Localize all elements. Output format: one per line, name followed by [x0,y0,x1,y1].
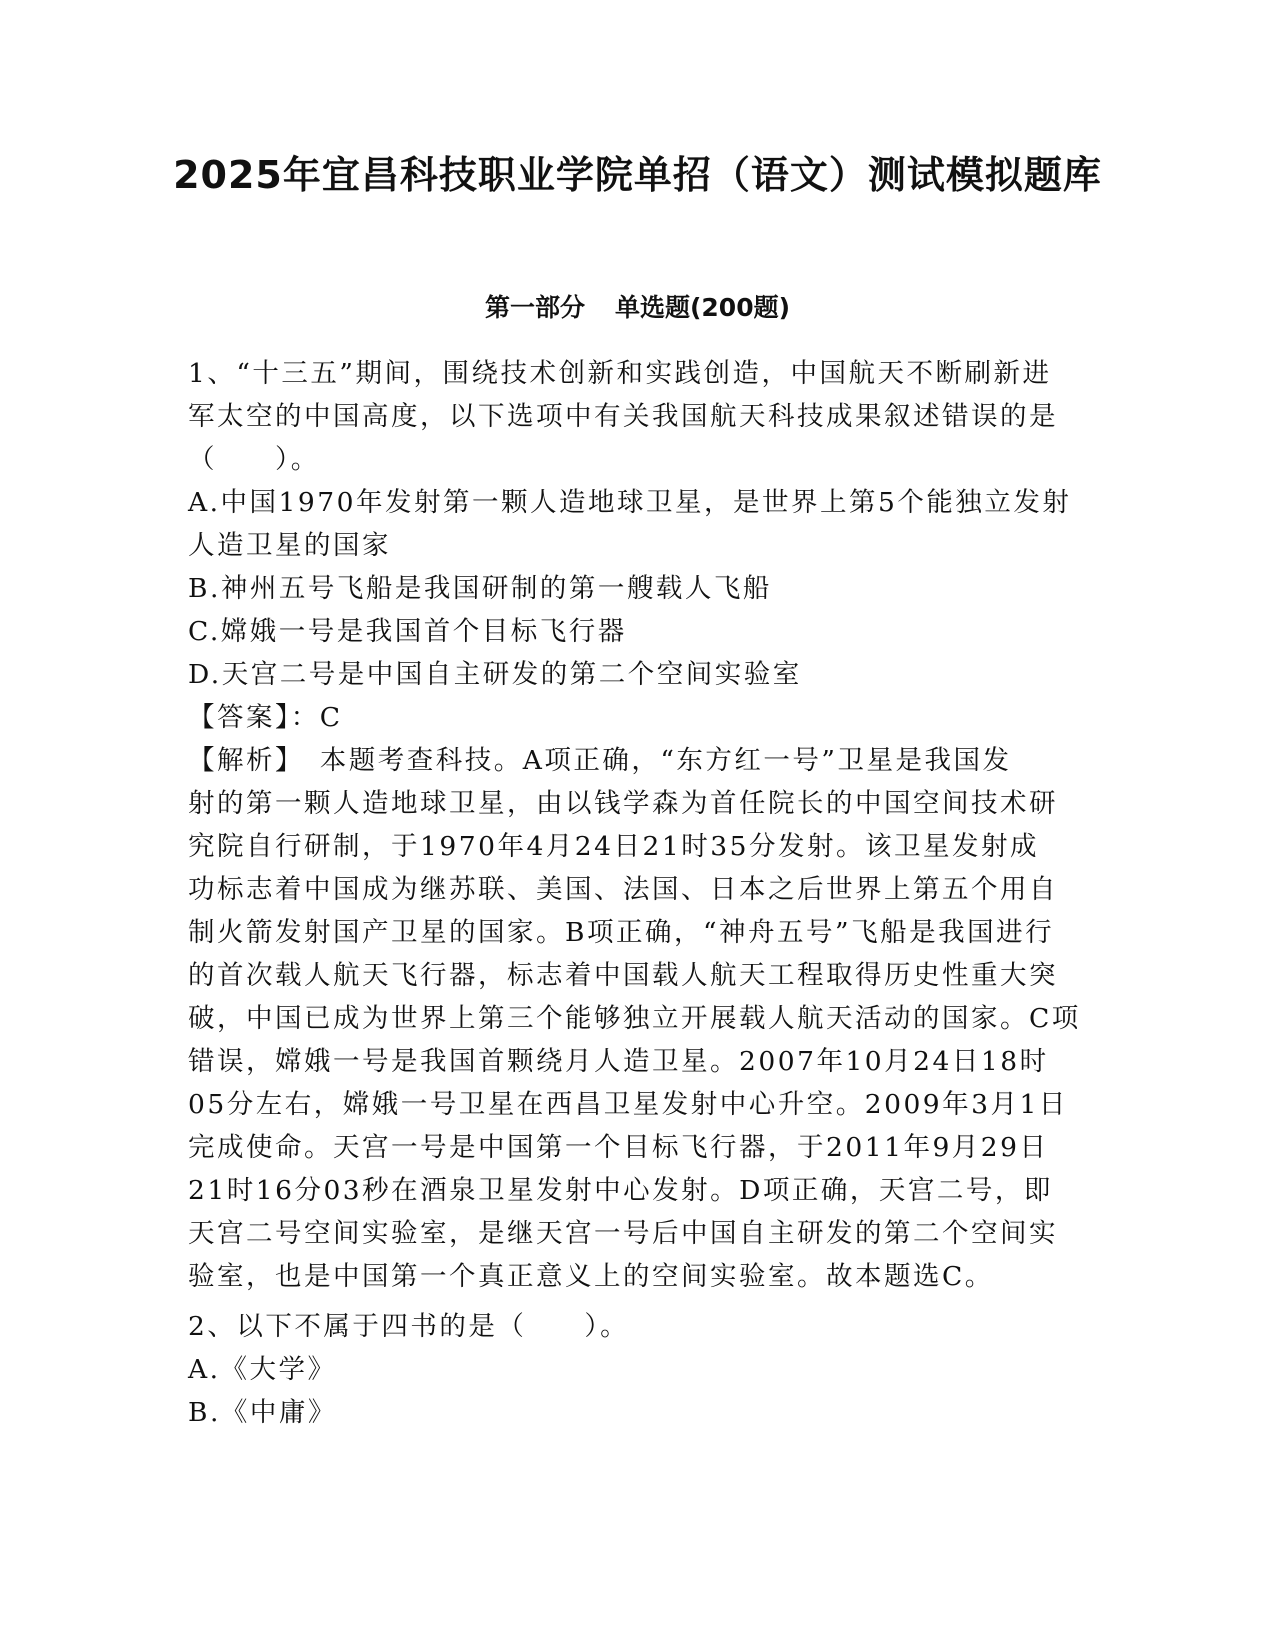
question-1-options [188,481,1088,696]
analysis-line: 完成使命。天宫一号是中国第一个目标飞行器，于2011年9月29日 [188,1132,1049,1163]
option-line: B.《中庸》 [188,1397,337,1428]
analysis-line: 21时16分03秒在酒泉卫星发射中心发射。D项正确，天宫二号，即 [188,1175,1053,1206]
analysis-line: 天宫二号空间实验室，是继天宫一号后中国自主研发的第二个空间实 [188,1218,1058,1249]
question-1-option-b [188,567,1088,610]
section-part-label: 第一部分 [484,293,585,322]
analysis-line: 功标志着中国成为继苏联、美国、法国、日本之后世界上第五个用自 [188,874,1058,905]
question-1-stem-line: 1、“十三五”期间，围绕技术创新和实践创造，中国航天不断刷新进 [188,358,1052,389]
question-1-analysis [188,739,1088,1298]
question-2-stem-line: 2、以下不属于四书的是（ ）。 [188,1311,630,1342]
analysis-line: 错误，嫦娥一号是我国首颗绕月人造卫星。2007年10月24日18时 [188,1046,1049,1077]
question-1-option-c [188,610,1088,653]
analysis-line: 【解析】 本题考查科技。A项正确，“东方红一号”卫星是我国发 [188,745,1012,776]
option-line: A.中国1970年发射第一颗人造地球卫星，是世界上第5个能独立发射 [188,487,1072,518]
question-1-option-d [188,653,1088,696]
question-2 [188,1305,1088,1434]
option-line: A.《大学》 [188,1354,337,1385]
question-2-options [188,1348,1088,1434]
option-line: D.天宫二号是中国自主研发的第二个空间实验室 [188,659,802,690]
document-body [188,352,1088,1434]
analysis-line: 验室，也是中国第一个真正意义上的空间实验室。故本题选C。 [188,1261,994,1292]
question-1 [188,352,1088,1298]
question-2-option-b [188,1391,1088,1434]
question-1-option-a [188,481,1088,567]
analysis-line: 破，中国已成为世界上第三个能够独立开展载人航天活动的国家。C项 [188,1003,1081,1034]
section-heading [0,290,1275,326]
analysis-line: 究院自行研制，于1970年4月24日21时35分发射。该卫星发射成 [188,831,1039,862]
option-line: C.嫦娥一号是我国首个目标飞行器 [188,616,627,647]
question-1-stem-line: 军太空的中国高度，以下选项中有关我国航天科技成果叙述错误的是 [188,401,1058,432]
question-1-stem [188,352,1088,481]
analysis-line: 05分左右，嫦娥一号卫星在西昌卫星发射中心升空。2009年3月1日 [188,1089,1068,1120]
option-line: 人造卫星的国家 [188,530,391,561]
question-1-stem-line: （ ）。 [188,444,320,475]
section-name-label: 单选题(200题) [614,293,791,322]
analysis-line: 制火箭发射国产卫星的国家。B项正确，“神舟五号”飞船是我国进行 [188,917,1055,948]
question-2-stem [188,1305,1088,1348]
option-line: B.神州五号飞船是我国研制的第一艘载人飞船 [188,573,772,604]
analysis-line: 的首次载人航天飞行器，标志着中国载人航天工程取得历史性重大突 [188,960,1058,991]
analysis-line: 射的第一颗人造地球卫星，由以钱学森为首任院长的中国空间技术研 [188,788,1058,819]
question-2-option-a [188,1348,1088,1391]
document-title: 2025年宜昌科技职业学院单招（语文）测试模拟题库 [173,153,1102,197]
question-1-answer: 【答案】：C [188,702,343,733]
